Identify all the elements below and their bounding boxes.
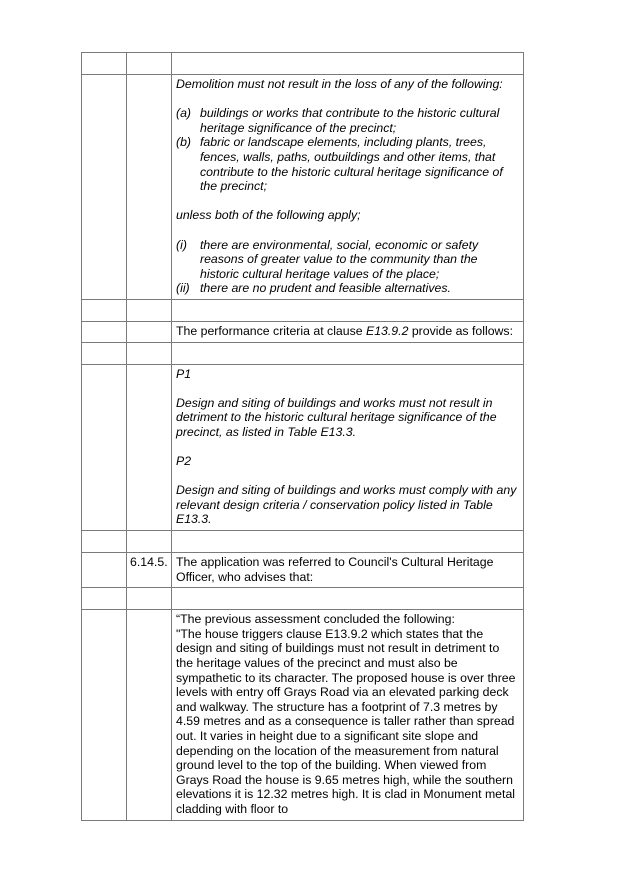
list-item: (b) fabric or landscape elements, including plants, trees, fences, walls, paths, outbuildings and other items, that contribute to the historic cultural heritage significance of the precinct; [176,135,503,194]
performance-row [82,321,524,342]
referral-text: The application was referred to Council's Cultural Heritage Officer, who advises that: [176,555,494,584]
referral-row [82,553,524,588]
list-item: (i) there are environmental, social, economic or safety reasons of greater value to the community than the historic cultural heritage values of the place; [176,237,479,281]
unless-clause: unless both of the following apply; [176,208,361,223]
assessment-opening: “The previous assessment concluded the following: [176,612,455,627]
clause-reference: E13.9.2 [366,323,409,338]
p1-label: P1 [176,366,192,381]
spacer-row [82,588,524,610]
demolition-block [172,75,523,299]
p2-label: P2 [176,454,192,469]
assessment-block [172,610,523,819]
spacer-row [82,531,524,553]
assessment-quote: "The house triggers clause E13.9.2 which states that the design and siting of buildings must not result in detriment to the heritage values of the precinct and must also be sympathetic to its character. The proposed house is over three levels with entry off Grays Road via an elevated parking deck and walkway. The structure has a footprint of 7.3 metres by 4.59 metres and as a consequence is taller rather than spread out. It varies in height due to a significant site slope and depending on the location of the measurement from natural ground level to the top of the building. When viewed from Grays Road the house is 9.65 metres high, while the southern elevations it is 12.32 metres high. It is clad in Monument metal cladding with floor to [176,626,516,816]
spacer-row [82,299,524,321]
document-table [81,52,524,821]
list-item: (a) buildings or works that contribute to the historic cultural heritage significance of the precinct; [176,106,500,135]
assessment-row [82,610,524,820]
performance-text: The performance criteria at clause E13.9.2 provide as follows: [176,323,513,338]
demolition-row [82,75,524,300]
demolition-intro: Demolition must not result in the loss of any of the following: [176,77,503,91]
paragraph-number: 6.14.5. [130,555,168,570]
p2-text: Design and siting of buildings and works must comply with any relevant design criteria / conservation policy listed in Table E13.3. [176,483,517,527]
spacer-row [82,53,524,75]
criteria-block [172,365,523,531]
p1-text: Design and siting of buildings and works must not result in detriment to the historic cultural heritage significance of the precinct, as listed in Table E13.3. [176,395,497,439]
criteria-row [82,364,524,531]
list-item: (ii) there are no prudent and feasible alternatives. [176,281,451,296]
spacer-row [82,342,524,364]
